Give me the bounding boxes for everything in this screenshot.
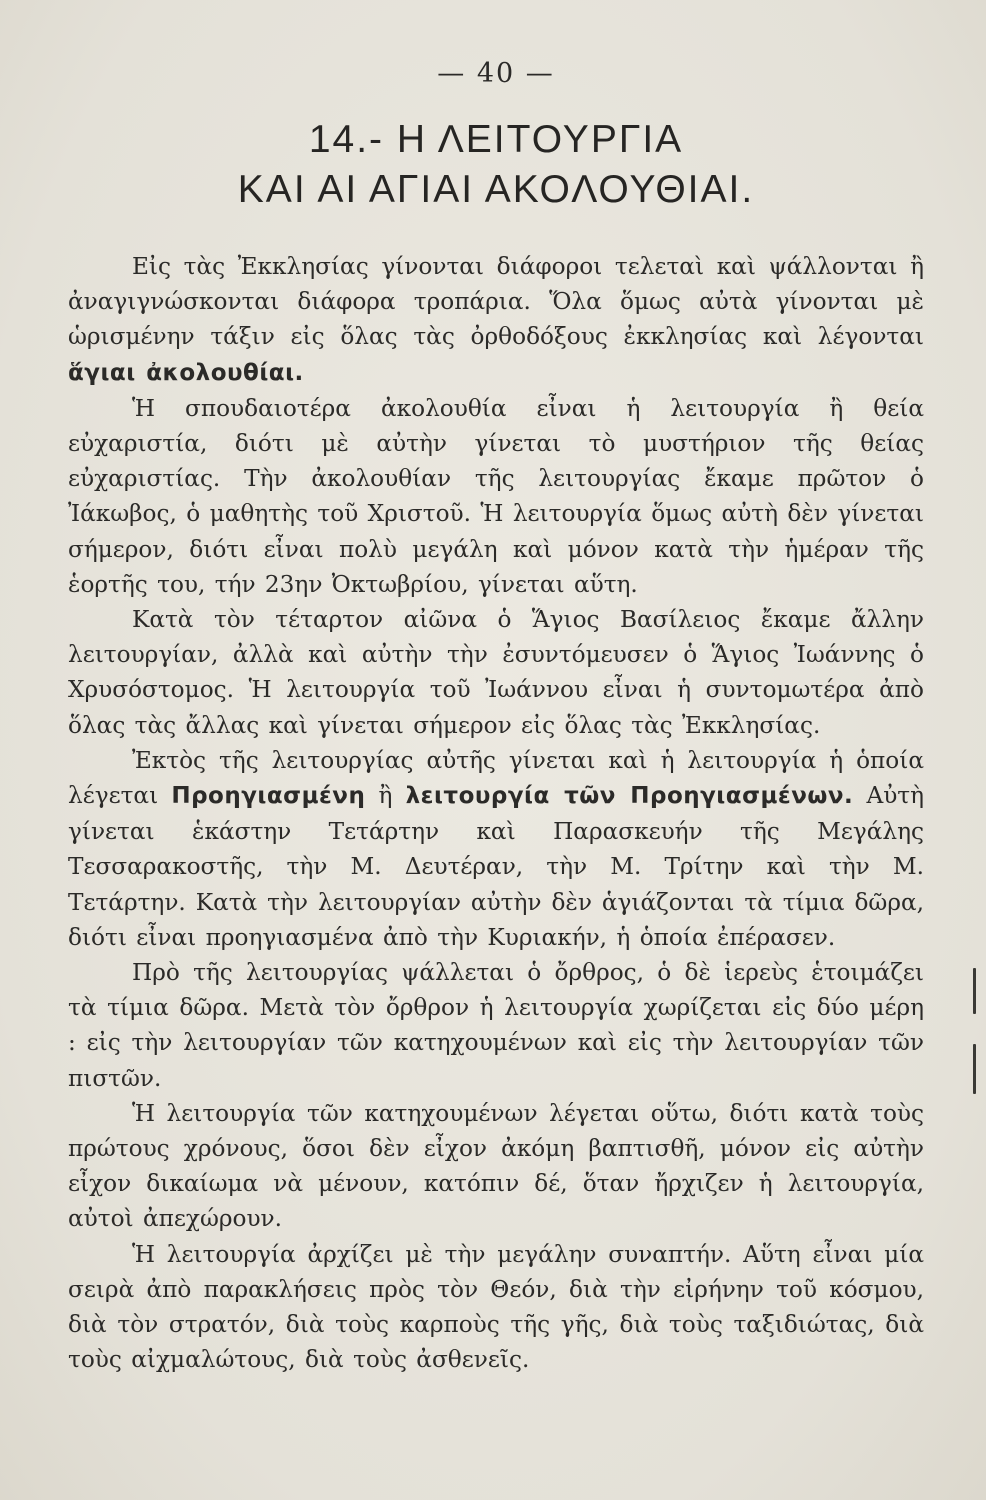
paragraph-4-text-c: Αὐτὴ γίνεται ἑκάστην Τετάρτην καὶ Παρασκευήν τῆς Μεγάλης Τεσσαρακοστῆς, τὴν Μ. Δευτέραν, τὴν Μ. Τρίτην καὶ τὴν Μ. Τετάρτην. Κατὰ τὴν λειτουργίαν αὐτὴν δὲν ἁγιάζονται τὰ τίμια δῶρα, διότι εἶναι προηγιασμένα ἀπὸ τὴν Κυριακήν, ἡ ὁποία ἐπέρασεν. (68, 782, 925, 951)
chapter-title (68, 115, 924, 215)
term-liturgy-of-presanctified: λειτουργία τῶν Προηγιασμένων. (405, 783, 854, 810)
chapter-title-line-1: 14.- Η ΛΕΙΤΟΥΡΓΙΑ (308, 118, 684, 161)
paragraph-5: Πρὸ τῆς λειτουργίας ψάλλεται ὁ ὄρθρος, ὁ δὲ ἱερεὺς ἑτοιμάζει τὰ τίμια δῶρα. Μετὰ τὸν ὄρθρον ἡ λειτουργία χωρίζεται εἰς δύο μέρη : εἰς τὴν λειτουργίαν τῶν κατηχουμένων καὶ εἰς τὴν λειτουργίαν τῶν πιστῶν. (68, 959, 924, 1092)
page-number: — 40 — (437, 58, 555, 89)
term-holy-services: ἅγιαι ἀκολουθίαι. (68, 359, 304, 386)
paragraph-4 (68, 743, 924, 955)
paragraph-4-text-a: Ἐκτὸς τῆς λειτουργίας αὐτῆς γίνεται καὶ ἡ λειτουργία ἡ ὁποία λέγεται (68, 746, 924, 810)
term-presanctified: Προηγιασμένη (171, 783, 366, 810)
paragraph-1 (68, 249, 924, 391)
paragraph-1-text: Εἰς τὰς Ἐκκλησίας γίνονται διάφοροι τελεταὶ καὶ ψάλλονται ἢ ἀναγιγνώσκονται διάφορα τροπάρια. Ὅλα ὅμως αὐτὰ γίνονται μὲ ὡρισμένην τάξιν εἰς ὅλας τὰς ὀρθοδόξους ἐκκλησίας καὶ λέγονται (68, 253, 924, 351)
chapter-title-line-2: ΚΑΙ ΑΙ ΑΓΙΑΙ ΑΚΟΛΟΥΘΙΑΙ. (237, 168, 755, 211)
paragraph-4-text-b: ἢ (378, 782, 393, 810)
margin-mark-1 (973, 968, 976, 1014)
paragraph-6: Ἡ λειτουργία τῶν κατηχουμένων λέγεται οὕτω, διότι κατὰ τοὺς πρώτους χρόνους, ὅσοι δὲν εἶχον ἀκόμη βαπτισθῆ, μόνον εἰς αὐτὴν εἶχον δικαίωμα νὰ μένουν, κατόπιν δέ, ὅταν ἤρχιζεν ἡ λειτουργία, αὐτοὶ ἀπεχώρουν. (68, 1099, 924, 1233)
chapter-body (68, 249, 924, 1378)
margin-mark-2 (973, 1044, 976, 1094)
paragraph-7: Ἡ λειτουργία ἀρχίζει μὲ τὴν μεγάλην συναπτήν. Αὕτη εἶναι μία σειρὰ ἀπὸ παρακλήσεις πρὸς τὸν Θεόν, διὰ τὴν εἰρήνην τοῦ κόσμου, διὰ τὸν στρατόν, διὰ τοὺς καρποὺς τῆς γῆς, διὰ τοὺς ταξιδιώτας, διὰ τοὺς αἰχμαλώτους, διὰ τοὺς ἀσθενεῖς. (68, 1240, 924, 1374)
paragraph-2: Ἡ σπουδαιοτέρα ἀκολουθία εἶναι ἡ λειτουργία ἢ θεία εὐχαριστία, διότι μὲ αὐτὴν γίνεται τὸ μυστήριον τῆς θείας εὐχαριστίας. Τὴν ἀκολουθίαν τῆς λειτουργίας ἔκαμε πρῶτον ὁ Ἰάκωβος, ὁ μαθητὴς τοῦ Χριστοῦ. Ἡ λειτουργία ὅμως αὐτὴ δὲν γίνεται σήμερον, διότι εἶναι πολὺ μεγάλη καὶ μόνον κατὰ τὴν ἡμέραν τῆς ἑορτῆς του, τήν 23ην Ὀκτωβρίου, γίνεται αὕτη. (68, 394, 924, 598)
paragraph-3: Κατὰ τὸν τέταρτον αἰῶνα ὁ Ἅγιος Βασίλειος ἔκαμε ἄλλην λειτουργίαν, ἀλλὰ καὶ αὐτὴν τὴν ἐσυντόμευσεν ὁ Ἅγιος Ἰωάννης ὁ Χρυσόστομος. Ἡ λειτουργία τοῦ Ἰωάννου εἶναι ἡ συντομωτέρα ἀπὸ ὅλας τὰς ἄλλας καὶ γίνεται σήμερον εἰς ὅλας τὰς Ἐκκλησίας. (68, 606, 924, 739)
